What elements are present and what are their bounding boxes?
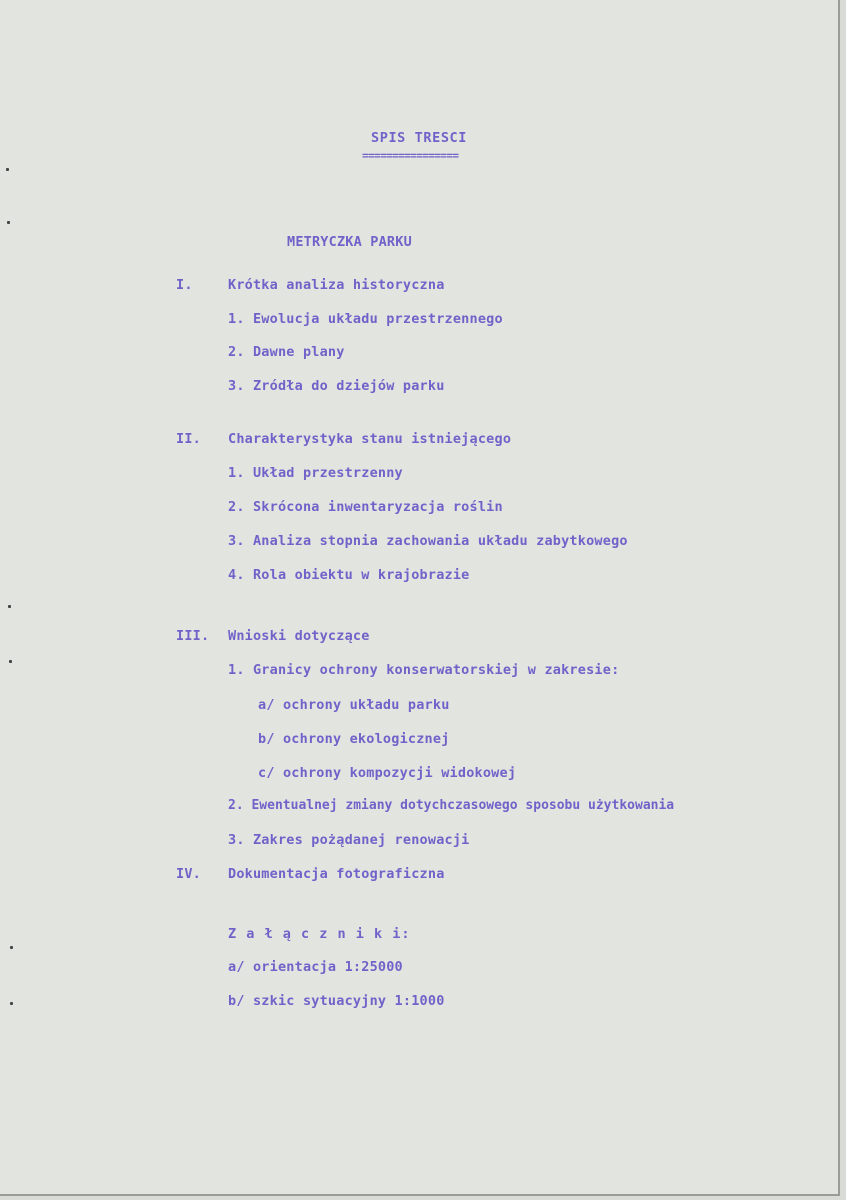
roman-numeral-2: II. <box>176 431 201 447</box>
margin-mark <box>9 660 12 663</box>
margin-mark <box>7 221 10 224</box>
toc-subentry: c/ ochrony kompozycji widokowej <box>258 765 517 781</box>
section-heading: METRYCZKA PARKU <box>287 234 412 250</box>
attachments-heading: Z a ł ą c z n i k i: <box>228 926 411 942</box>
margin-mark <box>10 1002 13 1005</box>
toc-entry: 3. Analiza stopnia zachowania układu zabytkowego <box>228 533 628 549</box>
toc-entry: 1. Granicy ochrony konserwatorskiej w zakresie: <box>228 662 620 678</box>
roman-numeral-4: IV. <box>176 866 201 882</box>
toc-entry-section-1: Krótka analiza historyczna <box>228 277 445 293</box>
toc-entry: 2. Dawne plany <box>228 344 345 360</box>
toc-entry: 2. Skrócona inwentaryzacja roślin <box>228 499 503 515</box>
margin-mark <box>10 946 13 949</box>
toc-subentry: b/ ochrony ekologicznej <box>258 731 450 747</box>
toc-entry: 3. Zródła do dziejów parku <box>228 378 445 394</box>
toc-entry: 4. Rola obiektu w krajobrazie <box>228 567 470 583</box>
attachment-item: a/ orientacja 1:25000 <box>228 959 403 975</box>
toc-subentry: a/ ochrony układu parku <box>258 697 450 713</box>
title-underline: ================ <box>362 149 459 162</box>
toc-entry-section-4: Dokumentacja fotograficzna <box>228 866 445 882</box>
attachment-item: b/ szkic sytuacyjny 1:1000 <box>228 993 445 1009</box>
document-title: SPIS TRESCI <box>371 130 468 146</box>
toc-entry: 1. Ewolucja układu przestrzennego <box>228 311 503 327</box>
toc-entry: 3. Zakres pożądanej renowacji <box>228 832 470 848</box>
toc-entry: 2. Ewentualnej zmiany dotychczasowego sposobu użytkowania <box>228 798 675 813</box>
toc-entry: 1. Układ przestrzenny <box>228 465 403 481</box>
margin-mark <box>8 605 11 608</box>
toc-entry-section-2: Charakterystyka stanu istniejącego <box>228 431 512 447</box>
roman-numeral-1: I. <box>176 277 193 293</box>
toc-entry-section-3: Wnioski dotyczące <box>228 628 370 644</box>
margin-mark <box>6 168 9 171</box>
roman-numeral-3: III. <box>176 628 210 644</box>
